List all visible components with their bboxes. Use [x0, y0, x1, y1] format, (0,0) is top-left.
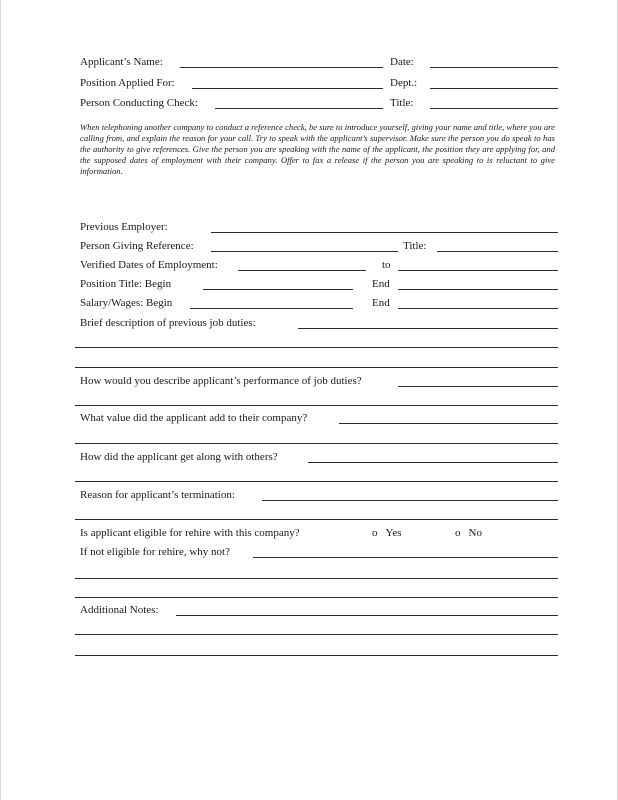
termination-label: Reason for applicant’s termination:: [80, 489, 235, 501]
additional-notes-row: [80, 603, 558, 619]
date-label: Date:: [390, 56, 414, 68]
verified-dates-row: [80, 258, 558, 274]
job-duties-field[interactable]: [298, 328, 558, 329]
job-duties-row: [80, 316, 558, 332]
additional-notes-field[interactable]: [176, 615, 558, 616]
reference-title-field[interactable]: [437, 251, 558, 252]
applicant-name-row: [80, 55, 558, 71]
previous-employer-row: [80, 220, 558, 236]
reference-title-label: Title:: [403, 240, 427, 252]
performance-field[interactable]: [398, 386, 558, 387]
page-border-left: [0, 0, 1, 800]
date-field[interactable]: [430, 67, 558, 68]
rehire-row: [80, 526, 558, 542]
verified-dates-end-field[interactable]: [398, 270, 558, 271]
title-label: Title:: [390, 97, 414, 109]
get-along-line-2[interactable]: [75, 481, 558, 482]
rehire-yes-option[interactable]: [372, 526, 402, 540]
position-title-begin-field[interactable]: [203, 289, 353, 290]
termination-field[interactable]: [262, 500, 558, 501]
job-duties-label: Brief description of previous job duties:: [80, 317, 256, 329]
applicant-name-label: Applicant’s Name:: [80, 56, 163, 68]
performance-label: How would you describe applicant’s performance of job duties?: [80, 375, 362, 387]
position-applied-field[interactable]: [192, 88, 383, 89]
rehire-label: Is applicant eligible for rehire with this company?: [80, 527, 300, 539]
additional-notes-label: Additional Notes:: [80, 604, 159, 616]
title-field[interactable]: [430, 108, 558, 109]
get-along-label: How did the applicant get along with others?: [80, 451, 278, 463]
value-field[interactable]: [339, 423, 558, 424]
position-title-end-field[interactable]: [398, 289, 558, 290]
person-giving-reference-label: Person Giving Reference:: [80, 240, 194, 252]
why-not-row: [80, 545, 558, 561]
value-label: What value did the applicant add to their company?: [80, 412, 308, 424]
salary-begin-field[interactable]: [190, 308, 353, 309]
verified-dates-label: Verified Dates of Employment:: [80, 259, 218, 271]
person-conducting-label: Person Conducting Check:: [80, 97, 198, 109]
get-along-row: [80, 450, 558, 466]
previous-employer-field[interactable]: [211, 232, 558, 233]
salary-label: Salary/Wages: Begin: [80, 297, 173, 309]
job-duties-line-2[interactable]: [75, 347, 558, 348]
termination-row: [80, 488, 558, 504]
rehire-yes-label: Yes: [385, 527, 402, 539]
person-conducting-row: [80, 96, 558, 112]
performance-row: [80, 374, 558, 390]
radio-circle-icon[interactable]: o: [455, 527, 461, 539]
get-along-field[interactable]: [308, 462, 558, 463]
person-giving-reference-field[interactable]: [211, 251, 398, 252]
salary-row: [80, 296, 558, 312]
salary-end-field[interactable]: [398, 308, 558, 309]
applicant-name-field[interactable]: [180, 67, 383, 68]
previous-employer-label: Previous Employer:: [80, 221, 168, 233]
additional-notes-line-2[interactable]: [75, 634, 558, 635]
verified-dates-start-field[interactable]: [238, 270, 366, 271]
termination-line-2[interactable]: [75, 519, 558, 520]
salary-end-label: End: [372, 297, 390, 309]
person-conducting-field[interactable]: [215, 108, 383, 109]
value-row: [80, 411, 558, 427]
value-line-2[interactable]: [75, 443, 558, 444]
performance-line-2[interactable]: [75, 405, 558, 406]
to-label: to: [382, 259, 391, 271]
position-end-label: End: [372, 278, 390, 290]
position-title-label: Position Title: Begin: [80, 278, 172, 290]
dept-label: Dept.:: [390, 77, 418, 89]
why-not-line-2[interactable]: [75, 578, 558, 579]
radio-circle-icon[interactable]: o: [372, 527, 378, 539]
instructions-paragraph: When telephoning another company to conduct a reference check, be sure to introduce yourself, giving your name and title, where you are calling from, and explain the reason for your call. Try to speak with the applicant’s supervisor. Make sure the person you do speak to has the authority to give references. Give the person you are speaking with the name of the applicant, the position they are applying for, and the supposed dates of employment with their company. Offer to fax a release if the person you are speaking to is reluctant to give information.: [80, 122, 555, 176]
why-not-field[interactable]: [253, 557, 558, 558]
rehire-no-label: No: [468, 527, 482, 539]
person-giving-reference-row: [80, 239, 558, 255]
why-not-line-3[interactable]: [75, 597, 558, 598]
additional-notes-line-3[interactable]: [75, 655, 558, 656]
position-applied-row: [80, 76, 558, 92]
why-not-label: If not eligible for rehire, why not?: [80, 546, 230, 558]
position-applied-label: Position Applied For:: [80, 77, 175, 89]
rehire-no-option[interactable]: [455, 526, 482, 540]
dept-field[interactable]: [430, 88, 558, 89]
position-title-row: [80, 277, 558, 293]
job-duties-line-3[interactable]: [75, 367, 558, 368]
